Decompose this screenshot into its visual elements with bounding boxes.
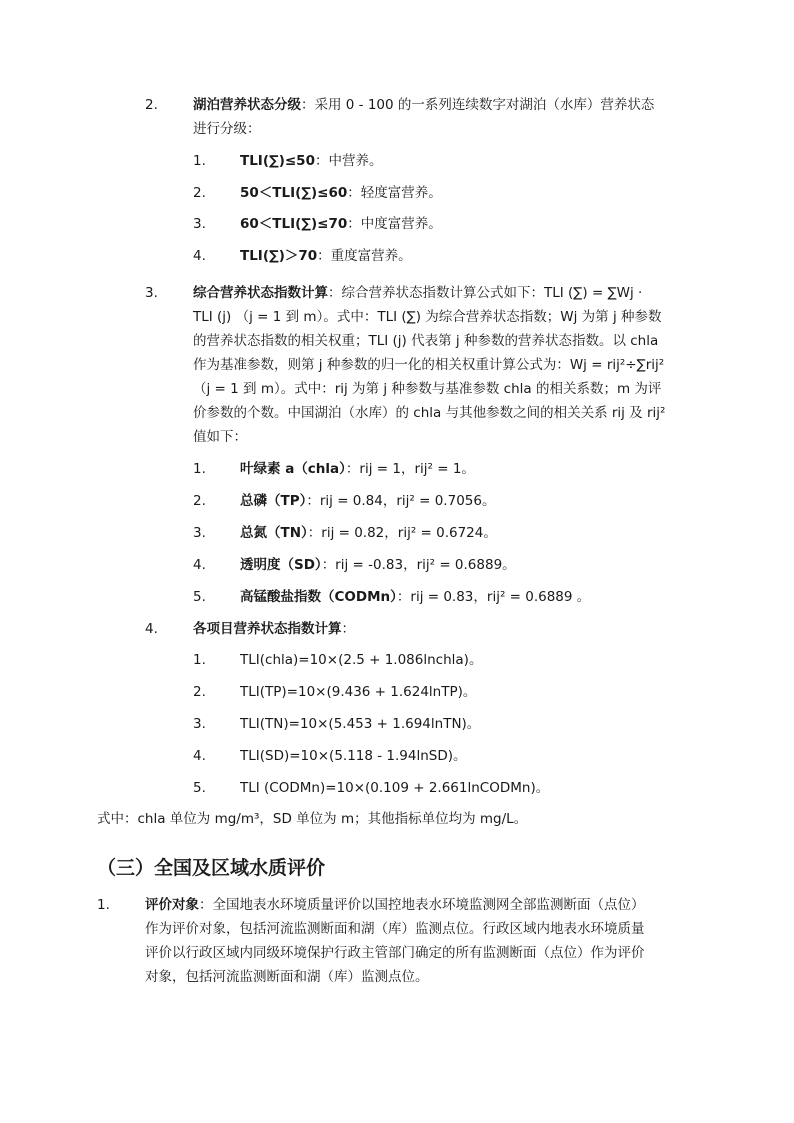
sec2-item-1-text: ：中营养。 bbox=[314, 153, 383, 169]
sec4-item-3-number: 3. bbox=[193, 716, 206, 732]
sec2-item-3-bold: 60＜TLI(∑)≤70 bbox=[240, 216, 348, 232]
section-3-text-1: ：综合营养状态指数计算公式如下：TLI (∑) = ∑Wj · bbox=[328, 285, 643, 301]
sec2-item-2-text: ：轻度富营养。 bbox=[347, 185, 442, 201]
sec3-item-4-bold: 透明度（SD） bbox=[240, 557, 322, 573]
sec3-item-1-text: ：rij = 1，rij² = 1。 bbox=[345, 461, 475, 477]
section-2-line-1 bbox=[193, 93, 654, 117]
eval-line-1 bbox=[145, 893, 645, 917]
section-3-title: 综合营养状态指数计算 bbox=[193, 285, 328, 301]
section-3-line-2: TLI (j) （j = 1 到 m）。式中：TLI (∑) 为综合营养状态指数；Wj 为第 j 种参数 bbox=[193, 309, 662, 325]
sec2-item-1 bbox=[240, 149, 382, 173]
sec3-item-3-text: ：rij = 0.82，rij² = 0.6724。 bbox=[307, 525, 497, 541]
section-3-line-6: 价参数的个数。中国湖泊（水库）的 chla 与其他参数之间的相关关系 rij 及 rij² bbox=[193, 405, 666, 421]
sec4-item-4-text: TLI(SD)=10×(5.118 - 1.94lnSD)。 bbox=[240, 748, 467, 764]
section-3-line-3: 的营养状态指数的相关权重；TLI (j) 代表第 j 种参数的营养状态指数。以 chla bbox=[193, 333, 659, 349]
sec3-item-5-bold: 高锰酸盐指数（CODMn） bbox=[240, 589, 397, 605]
sec4-item-3-text: TLI(TN)=10×(5.453 + 1.694lnTN)。 bbox=[240, 716, 481, 732]
sec3-item-1-number: 1. bbox=[193, 461, 206, 477]
eval-title: 评价对象 bbox=[145, 897, 199, 913]
sec4-item-1-text: TLI(chla)=10×(2.5 + 1.086lnchla)。 bbox=[240, 652, 483, 668]
eval-text-1: ：全国地表水环境质量评价以国控地表水环境监测网全部监测断面（点位） bbox=[199, 897, 645, 913]
sec3-item-1 bbox=[240, 457, 475, 481]
sec2-item-4-text: ：重度富营养。 bbox=[317, 248, 412, 264]
sec3-item-3-bold: 总氮（TN） bbox=[240, 525, 308, 541]
section-2-line-2: 进行分级： bbox=[193, 121, 261, 137]
sec3-item-2-text: ：rij = 0.84，rij² = 0.7056。 bbox=[306, 493, 496, 509]
eval-line-4: 对象，包括河流监测断面和湖（库）监测点位。 bbox=[145, 969, 429, 985]
section-3-number: 3. bbox=[145, 285, 158, 301]
section-2-number: 2. bbox=[145, 97, 158, 113]
sec2-item-2-number: 2. bbox=[193, 185, 206, 201]
sec3-item-5-text: ：rij = 0.83，rij² = 0.6889 。 bbox=[396, 589, 591, 605]
sec2-item-3-number: 3. bbox=[193, 216, 206, 232]
sec3-item-2 bbox=[240, 489, 495, 513]
sec3-item-3 bbox=[240, 521, 497, 545]
sec2-item-4 bbox=[240, 244, 412, 268]
eval-line-2: 作为评价对象，包括河流监测断面和湖（库）监测点位。行政区域内地表水环境质量 bbox=[145, 921, 645, 937]
sec4-item-5-number: 5. bbox=[193, 780, 206, 796]
sec3-item-4-text: ：rij = -0.83，rij² = 0.6889。 bbox=[321, 557, 516, 573]
sec3-item-2-number: 2. bbox=[193, 493, 206, 509]
eval-number: 1. bbox=[97, 897, 110, 913]
sec2-item-3 bbox=[240, 212, 442, 236]
sec2-item-3-text: ：中度富营养。 bbox=[347, 216, 442, 232]
sec3-item-2-bold: 总磷（TP） bbox=[240, 493, 307, 509]
sec3-item-1-bold: 叶绿素 a（chla） bbox=[240, 461, 346, 477]
section-4-line-1 bbox=[193, 617, 355, 641]
sec2-item-1-number: 1. bbox=[193, 153, 206, 169]
units-note: 式中：chla 单位为 mg/m³，SD 单位为 m；其他指标单位均为 mg/L。 bbox=[97, 811, 528, 827]
section-4-number: 4. bbox=[145, 621, 158, 637]
sec4-item-4-number: 4. bbox=[193, 748, 206, 764]
sec2-item-2-bold: 50＜TLI(∑)≤60 bbox=[240, 185, 348, 201]
sec4-item-2-text: TLI(TP)=10×(9.436 + 1.624lnTP)。 bbox=[240, 684, 477, 700]
sec3-item-5 bbox=[240, 585, 590, 609]
sec2-item-1-bold: TLI(∑)≤50 bbox=[240, 153, 315, 169]
section-3-line-5: （j = 1 到 m）。式中：rij 为第 j 种参数与基准参数 chla 的相关系数；m 为评 bbox=[193, 381, 662, 397]
section-4-title: 各项目营养状态指数计算 bbox=[193, 621, 342, 637]
section-4-title-suffix: ： bbox=[341, 621, 355, 637]
sec3-item-3-number: 3. bbox=[193, 525, 206, 541]
sec2-item-2 bbox=[240, 181, 442, 205]
section-2-text-1: ：采用 0 - 100 的一系列连续数字对湖泊（水库）营养状态 bbox=[301, 97, 655, 113]
section-heading: （三）全国及区域水质评价 bbox=[97, 857, 326, 879]
sec3-item-4-number: 4. bbox=[193, 557, 206, 573]
section-2-title: 湖泊营养状态分级 bbox=[193, 97, 301, 113]
sec4-item-1-number: 1. bbox=[193, 652, 206, 668]
section-3-line-7: 值如下： bbox=[193, 429, 247, 445]
section-3-line-1 bbox=[193, 281, 642, 305]
sec2-item-4-bold: TLI(∑)＞70 bbox=[240, 248, 318, 264]
sec4-item-5-text: TLI (CODMn)=10×(0.109 + 2.661lnCODMn)。 bbox=[240, 780, 550, 796]
eval-line-3: 评价以行政区域内同级环境保护行政主管部门确定的所有监测断面（点位）作为评价 bbox=[145, 945, 645, 961]
sec4-item-2-number: 2. bbox=[193, 684, 206, 700]
sec2-item-4-number: 4. bbox=[193, 248, 206, 264]
sec3-item-5-number: 5. bbox=[193, 589, 206, 605]
section-3-line-4: 作为基准参数，则第 j 种参数的归一化的相关权重计算公式为：Wj = rij²÷∑rij² bbox=[193, 357, 665, 373]
sec3-item-4 bbox=[240, 553, 516, 577]
